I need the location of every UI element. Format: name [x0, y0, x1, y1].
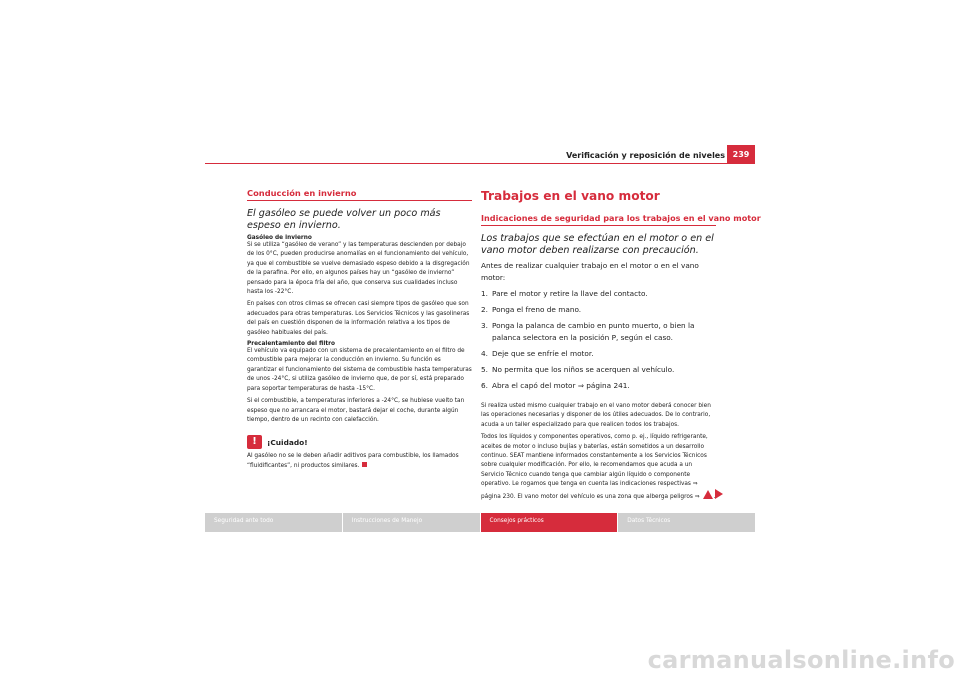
paragraph: Si el combustible, a temperaturas inferiores a -24°C, se hubiese vuelto tan espeso que no arrancara el motor, bastará dejar el coche, durante algún tiempo, dentro de un recinto con calefacción.	[247, 398, 465, 423]
subsection-lead: Los trabajos que se efectúan en el motor o en el vano motor deben realizarse con precaución.	[481, 233, 714, 256]
step-text: No permita que los niños se acerquen al vehículo.	[492, 365, 675, 374]
footer-tabs	[205, 513, 755, 532]
step-text: Ponga el freno de mano.	[492, 305, 582, 314]
paragraph: En países con otros climas se ofrecen casi siempre tipos de gasóleo que son adecuados para otras temperaturas. Los Servicios Técnicos y las gasolineras del país en cuestión disponen de la información relativa a los tipos de gasóleo habituales del país.	[247, 301, 470, 336]
paragraph: Si se utiliza “gasóleo de verano” y las temperaturas descienden por debajo de los 0°C, pueden producirse anomalías en el funcionamiento del vehículo, ya que el combustible se vuelve demasiado espeso debido a la disgregación de la parafina. Por ello, en algunos países hay un “gasóleo de invierno” pensado para la época fría del año, que conserva sus cualidades incluso hasta los -22°C.	[247, 242, 470, 296]
paragraph: El vehículo va equipado con un sistema de precalentamiento en el filtro de combustible para mejorar la conducción en invierno. Su función es garantizar el funcionamiento del sistema de combustible hasta temperaturas de unos -24°C, si utiliza gasóleo de invierno que, de por sí, está preparado para soportar temperaturas de hasta -15°C.	[247, 348, 472, 392]
warning-text	[247, 452, 472, 471]
list-item	[481, 288, 716, 300]
tab-safety[interactable]: Seguridad ante todo	[205, 513, 342, 532]
steps-list	[481, 288, 716, 392]
step-number: 5.	[481, 365, 488, 374]
tab-operating-instructions[interactable]: Instrucciones de Manejo	[343, 513, 480, 532]
header-rule	[205, 163, 727, 164]
step-number: 2.	[481, 305, 488, 314]
step-number: 6.	[481, 381, 488, 390]
list-item	[481, 320, 716, 344]
step-number: 1.	[481, 289, 488, 298]
page-number: 239	[727, 145, 755, 164]
paragraph-text: Todos los líquidos y componentes operativos, como p. ej., líquido refrigerante, aceites de motor o incluso bujías y baterías, están sometidos a un desarrollo continuo. SEAT mantiene informados constantemente a los Servicios Técnicos sobre cualquier modificación. Por ello, le recomendamos que acuda a un Servicio Técnico cuando tenga que cambiar algún líquido o componente operativo. Le rogamos que tenga en cuenta las indicaciones respectivas ⇒ página 230. El vano motor del vehículo es una zona que alberga peligros ⇒	[481, 434, 708, 500]
warning-triangle-icon	[703, 490, 713, 499]
warning-icon: !	[247, 435, 262, 449]
left-column	[247, 188, 472, 474]
list-item	[481, 304, 716, 316]
right-column	[481, 188, 761, 505]
tab-practical-tips[interactable]: Consejos prácticos	[481, 513, 618, 532]
list-item	[481, 364, 716, 376]
step-text: Abra el capó del motor ⇒ página 241.	[492, 381, 630, 390]
notes-block	[481, 402, 716, 502]
section-title-engine-bay: Trabajos en el vano motor	[481, 189, 660, 203]
subsection-title-safety: Indicaciones de seguridad para los trabajos en el vano motor	[481, 213, 716, 226]
intro-text: Antes de realizar cualquier trabajo en el motor o en el vano motor:	[481, 261, 699, 282]
step-number: 4.	[481, 349, 488, 358]
header-title: Verificación y reposición de niveles	[566, 151, 725, 160]
tab-technical-data[interactable]: Datos Técnicos	[618, 513, 755, 532]
step-text: Deje que se enfríe el motor.	[492, 349, 594, 358]
subhead-winter-diesel: Gasóleo de invierno	[247, 235, 312, 241]
paragraph: Si realiza usted mismo cualquier trabajo en el vano motor deberá conocer bien las operaciones necesarias y disponer de los útiles adecuados. De lo contrario, acuda a un taller especializado para que realicen todos los trabajos.	[481, 403, 711, 428]
step-text: Ponga la palanca de cambio en punto muerto, o bien la palanca selectora en la posición P, según el caso.	[492, 321, 695, 342]
section-subtitle-winter: El gasóleo se puede volver un poco más espeso en invierno.	[247, 208, 441, 231]
warning-header	[247, 435, 472, 449]
warning-text-body: Al gasóleo no se le deben añadir aditivos para combustible, los llamados “fluidificantes”, ni productos similares.	[247, 453, 459, 469]
section-title-winter: Conducción en invierno	[247, 188, 472, 201]
end-mark-icon	[362, 462, 367, 467]
next-page-arrow-icon[interactable]	[715, 489, 723, 499]
subhead-filter-preheat: Precalentamiento del filtro	[247, 341, 335, 348]
list-item	[481, 380, 716, 392]
step-number: 3.	[481, 321, 488, 330]
paragraph: Todos los líquidos y componentes operativos, como p. ej., líquido refrigerante, aceites de motor o incluso bujías y baterías, están sometidos a un desarrollo continuo. SEAT mantiene informados constantemente a los Servicios Técnicos sobre cualquier modificación. Por ello, le recomendamos que acuda a un Servicio Técnico cuando tenga que cambiar algún líquido o componente operativo. Le rogamos que tenga en cuenta las indicaciones respectivas ⇒ página 230. El vano motor del vehículo es una zona que alberga peligros ⇒ .	[481, 434, 716, 500]
step-text: Pare el motor y retire la llave del contacto.	[492, 289, 648, 298]
warning-title: ¡Cuidado!	[267, 437, 308, 447]
list-item	[481, 348, 716, 360]
watermark: carmanualsonline.info	[647, 646, 955, 674]
